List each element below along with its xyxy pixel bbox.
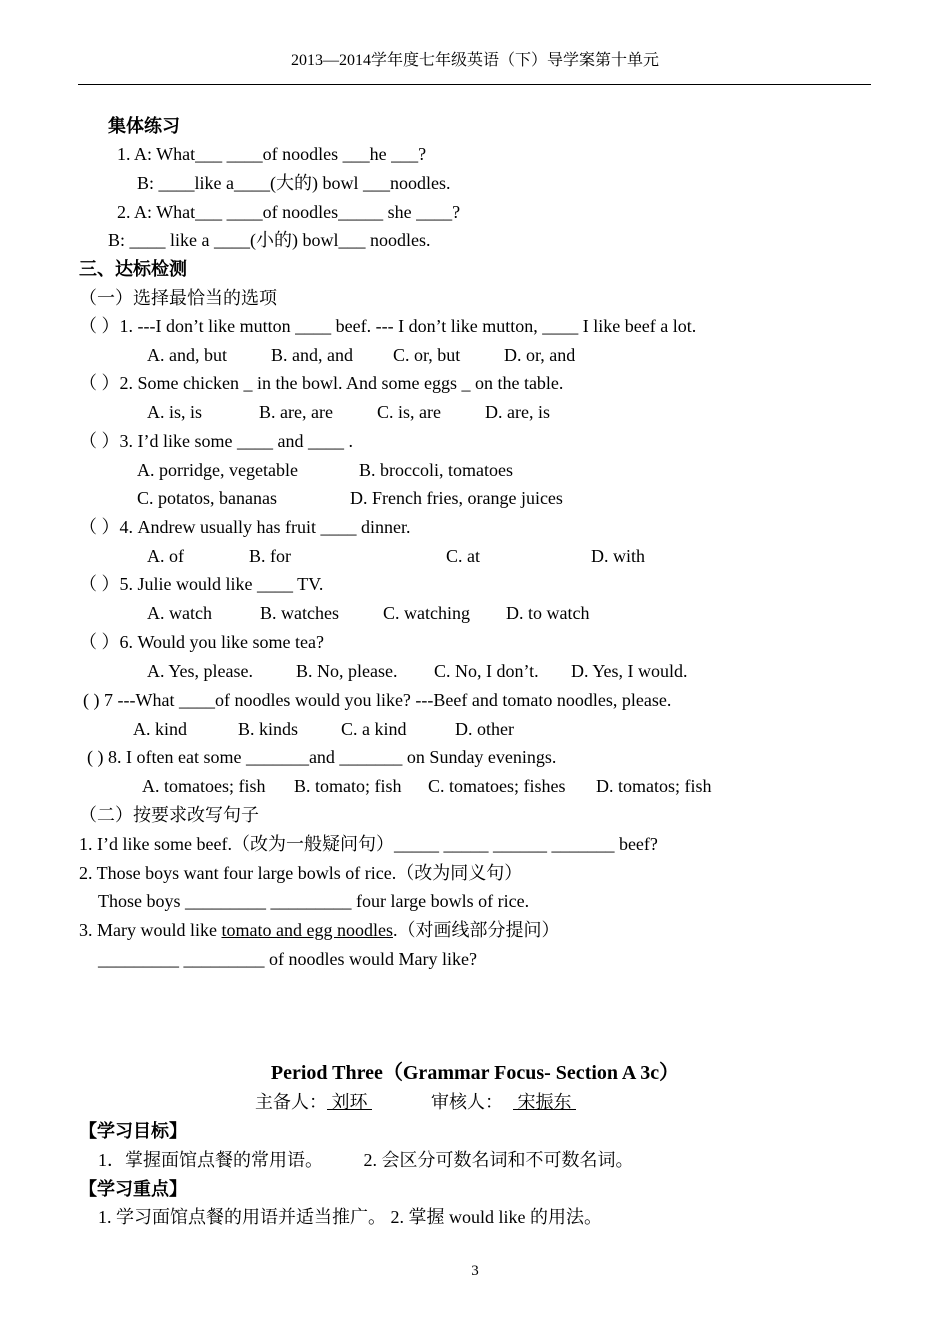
rewrite-2: 2. Those boys want four large bowls of rice.（改为同义句） bbox=[79, 863, 523, 883]
question-5-stem: （ ）5. Julie would like ____ TV. bbox=[79, 574, 324, 594]
focus-text: 1. 学习面馆点餐的用语并适当推广。 2. 掌握 would like 的用法。 bbox=[98, 1207, 602, 1227]
q3-option-b: B. broccoli, tomatoes bbox=[359, 460, 513, 480]
q7-option-c: C. a kind bbox=[341, 719, 407, 739]
practice-line-1: 1. A: What___ ____of noodles ___he ___? bbox=[117, 144, 427, 164]
q7-option-d: D. other bbox=[455, 719, 514, 739]
question-3-stem: （ ）3. I’d like some ____ and ____ . bbox=[79, 431, 353, 451]
section-heading: 三、达标检测 bbox=[79, 259, 187, 279]
reviewer-label: 审核人： bbox=[431, 1092, 503, 1112]
q5-option-b: B. watches bbox=[260, 603, 339, 623]
group-practice-heading: 集体练习 bbox=[108, 116, 180, 136]
q4-option-c: C. at bbox=[446, 546, 480, 566]
q6-option-d: D. Yes, I would. bbox=[571, 661, 688, 681]
practice-line-3: 2. A: What___ ____of noodles_____ she ____? bbox=[117, 202, 461, 222]
part1-heading: （一）选择最恰当的选项 bbox=[79, 288, 277, 308]
rewrite-3-before: 3. Mary would like bbox=[79, 920, 222, 940]
q6-option-a: A. Yes, please. bbox=[147, 661, 253, 681]
q1-option-d: D. or, and bbox=[504, 345, 576, 365]
q8-option-b: B. tomato; fish bbox=[294, 776, 402, 796]
period-title: Period Three（Grammar Focus- Section A 3c） bbox=[270, 1062, 680, 1084]
rewrite-3 bbox=[79, 919, 559, 941]
preparer-label: 主备人： bbox=[255, 1092, 327, 1112]
q8-option-a: A. tomatoes; fish bbox=[142, 776, 266, 796]
objectives-heading: 【学习目标】 bbox=[79, 1121, 187, 1141]
q1-option-a: A. and, but bbox=[147, 345, 227, 365]
question-2-stem: （ ）2. Some chicken _ in the bowl. And some eggs _ on the table. bbox=[79, 373, 564, 393]
focus-heading: 【学习重点】 bbox=[79, 1179, 187, 1199]
rewrite-3-answer: _________ _________ of noodles would Mary like? bbox=[98, 949, 477, 969]
q4-option-a: A. of bbox=[147, 546, 184, 566]
q8-option-d: D. tomatos; fish bbox=[596, 776, 712, 796]
practice-line-4: B: ____ like a ____(小的) bowl___ noodles. bbox=[108, 230, 431, 250]
q4-option-b: B. for bbox=[249, 546, 291, 566]
question-6-stem: （ ）6. Would you like some tea? bbox=[79, 632, 325, 652]
preparer-name: 刘环 bbox=[327, 1092, 372, 1112]
q5-option-a: A. watch bbox=[147, 603, 212, 623]
q2-option-d: D. are, is bbox=[485, 402, 550, 422]
q5-option-c: C. watching bbox=[383, 603, 470, 623]
q2-option-a: A. is, is bbox=[147, 402, 203, 422]
question-7-stem: ( ) 7 ---What ____of noodles would you like? ---Beef and tomato noodles, please. bbox=[83, 690, 672, 710]
q5-option-d: D. to watch bbox=[506, 603, 590, 623]
q1-option-c: C. or, but bbox=[393, 345, 461, 365]
q2-option-b: B. are, are bbox=[259, 402, 333, 422]
q3-option-c: C. potatos, bananas bbox=[137, 488, 277, 508]
q6-option-b: B. No, please. bbox=[296, 661, 398, 681]
q7-option-b: B. kinds bbox=[238, 719, 299, 739]
page-number: 3 bbox=[471, 1263, 479, 1279]
q3-option-d: D. French fries, orange juices bbox=[350, 488, 563, 508]
reviewer-name: 宋振东 bbox=[513, 1092, 576, 1112]
q8-option-c: C. tomatoes; fishes bbox=[428, 776, 566, 796]
q1-option-b: B. and, and bbox=[271, 345, 353, 365]
question-1-stem: （ ）1. ---I don’t like mutton ____ beef. --- I don’t like mutton, ____ I like beef a lot. bbox=[79, 316, 697, 336]
part2-heading: （二）按要求改写句子 bbox=[79, 805, 259, 825]
header-rule bbox=[78, 84, 871, 85]
practice-line-2: B: ____like a____(大的) bowl ___noodles. bbox=[137, 173, 451, 193]
q2-option-c: C. is, are bbox=[377, 402, 441, 422]
objectives-text: 1．掌握面馆点餐的常用语。 2. 会区分可数名词和不可数名词。 bbox=[98, 1150, 634, 1170]
q4-option-d: D. with bbox=[591, 546, 645, 566]
question-8-stem: ( ) 8. I often eat some _______and _______ on Sunday evenings. bbox=[87, 747, 557, 767]
q6-option-c: C. No, I don’t. bbox=[434, 661, 539, 681]
rewrite-3-after: .（对画线部分提问） bbox=[392, 920, 560, 940]
rewrite-3-underlined: tomato and egg noodles bbox=[221, 920, 393, 940]
rewrite-2-answer: Those boys _________ _________ four large bowls of rice. bbox=[98, 891, 530, 911]
rewrite-1: 1. I’d like some beef.（改为一般疑问句）_____ _____ ______ _______ beef? bbox=[79, 834, 658, 854]
page-header: 2013—2014学年度七年级英语（下）导学案第十单元 bbox=[290, 52, 659, 69]
q7-option-a: A. kind bbox=[133, 719, 187, 739]
question-4-stem: （ ）4. Andrew usually has fruit ____ dinner. bbox=[79, 517, 411, 537]
q3-option-a: A. porridge, vegetable bbox=[137, 460, 298, 480]
